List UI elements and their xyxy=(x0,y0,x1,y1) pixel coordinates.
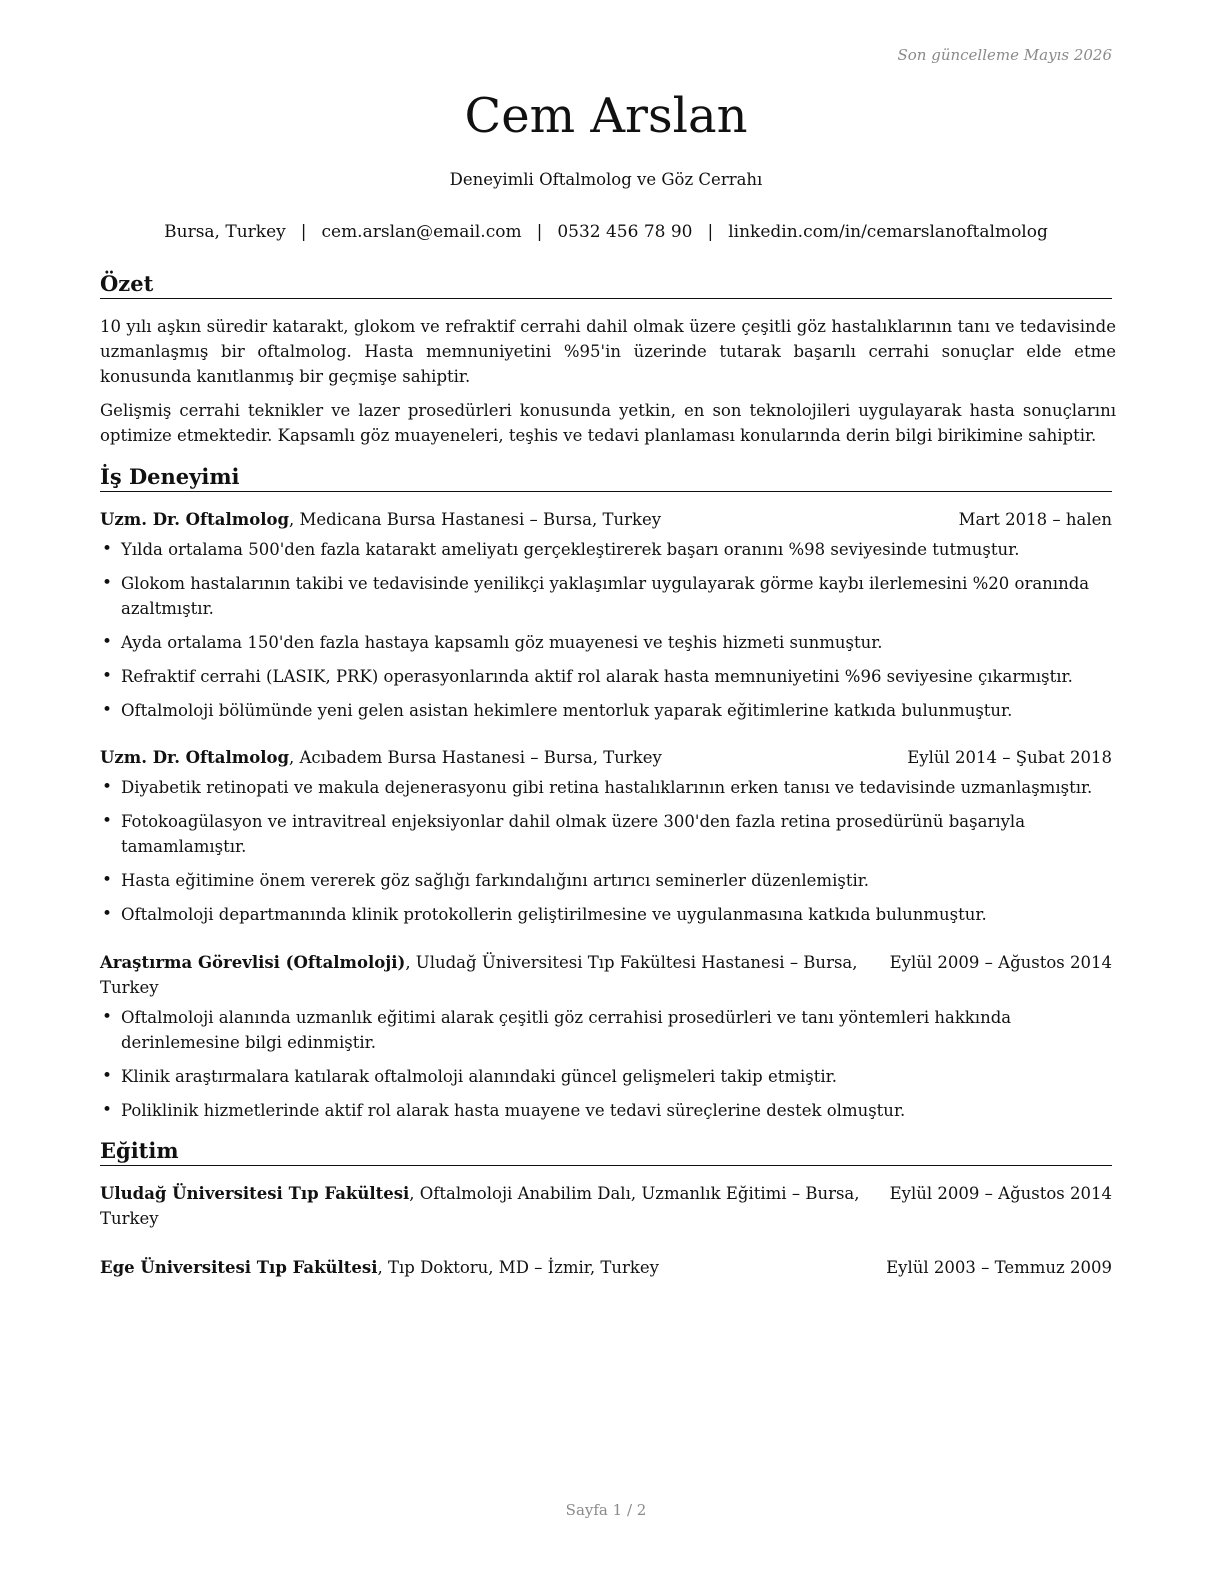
job-bullet: • Refraktif cerrahi (LASIK, PRK) operasyonlarında aktif rol alarak hasta memnuniyetini %96 seviyesine çıkarmıştır. xyxy=(100,664,1116,689)
summary-paragraph: 10 yılı aşkın süredir katarakt, glokom ve refraktif cerrahi dahil olmak üzere çeşitli göz hastalıklarının tanı ve tedavisinde uzmanlaşmış bir oftalmolog. Hasta memnuniyetini %95'in üzerinde tutarak başarılı cerrahi sonuçlar elde etme konusunda kanıtlanmış bir geçmişe sahiptir. xyxy=(100,317,1116,386)
section-title-education: Eğitim xyxy=(100,1137,1112,1166)
job-bullet: • Poliklinik hizmetlerinde aktif rol alarak hasta muayene ve tedavi süreçlerine destek olmuştur. xyxy=(100,1098,1116,1123)
job-bullets xyxy=(100,775,1116,936)
contact-separator: | xyxy=(300,222,307,242)
job-dates: Mart 2018 – halen xyxy=(958,510,1112,529)
job-bullets xyxy=(100,537,1116,732)
job-role: Uzm. Dr. Oftalmolog xyxy=(100,748,290,767)
contact-location: Bursa, Turkey xyxy=(164,222,286,242)
job-bullets xyxy=(100,1005,1116,1132)
job-bullet: • Yılda ortalama 500'den fazla katarakt ameliyatı gerçekleştirerek başarı oranını %98 seviyesinde tutmuştur. xyxy=(100,537,1116,562)
job-bullet: • Oftalmoloji bölümünde yeni gelen asistan hekimlere mentorluk yaparak eğitimlerine katkıda bulunmuştur. xyxy=(100,698,1116,723)
section-title-experience: İş Deneyimi xyxy=(100,463,1112,492)
job-dates: Eylül 2009 – Ağustos 2014 xyxy=(889,953,1112,972)
education-school: Uludağ Üniversitesi Tıp Fakültesi xyxy=(100,1184,410,1203)
contact-email[interactable]: cem.arslan@email.com xyxy=(321,222,522,242)
candidate-name: Cem Arslan xyxy=(464,88,748,144)
education-detail: , Oftalmoloji Anabilim Dalı, Uzmanlık Eğitimi – Bursa, Turkey xyxy=(100,1184,860,1228)
job-bullet: • Ayda ortalama 150'den fazla hastaya kapsamlı göz muayenesi ve teşhis hizmeti sunmuştur. xyxy=(100,630,1116,655)
job-dates: Eylül 2014 – Şubat 2018 xyxy=(907,748,1112,767)
job-role: Uzm. Dr. Oftalmolog xyxy=(100,510,290,529)
section-title-summary: Özet xyxy=(100,270,1112,299)
education-dates: Eylül 2003 – Temmuz 2009 xyxy=(886,1258,1112,1277)
job-bullet: • Klinik araştırmalara katılarak oftalmoloji alanındaki güncel gelişmeleri takip etmiştir. xyxy=(100,1064,1116,1089)
page-number: Sayfa 1 / 2 xyxy=(565,1501,647,1519)
education-dates: Eylül 2009 – Ağustos 2014 xyxy=(889,1184,1112,1203)
contact-separator: | xyxy=(536,222,543,242)
job-organization: , Medicana Bursa Hastanesi – Bursa, Turkey xyxy=(289,510,662,529)
job-organization: , Uludağ Üniversitesi Tıp Fakültesi Hastanesi – Bursa, Turkey xyxy=(100,953,858,997)
job-bullet: • Hasta eğitimine önem vererek göz sağlığı farkındalığını artırıcı seminerler düzenlemiştir. xyxy=(100,868,1116,893)
summary-paragraph: Gelişmiş cerrahi teknikler ve lazer prosedürleri konusunda yetkin, en son teknolojileri uygulayarak hasta sonuçlarını optimize etmektedir. Kapsamlı göz muayeneleri, teşhis ve tedavi planlaması konularında derin bilgi birikimine sahiptir. xyxy=(100,401,1116,445)
contact-separator: | xyxy=(707,222,714,242)
job-role: Araştırma Görevlisi (Oftalmoloji) xyxy=(100,953,406,972)
job-bullet: • Oftalmoloji departmanında klinik protokollerin geliştirilmesine ve uygulanmasına katkıda bulunmuştur. xyxy=(100,902,1116,927)
job-bullet: • Diyabetik retinopati ve makula dejenerasyonu gibi retina hastalıklarının erken tanısı ve tedavisinde uzmanlaşmıştır. xyxy=(100,775,1116,800)
contact-linkedin[interactable]: linkedin.com/in/cemarslanoftalmolog xyxy=(728,222,1048,242)
education-detail: , Tıp Doktoru, MD – İzmir, Turkey xyxy=(377,1258,659,1277)
education-school: Ege Üniversitesi Tıp Fakültesi xyxy=(100,1258,378,1277)
job-bullet: • Glokom hastalarının takibi ve tedavisinde yenilikçi yaklaşımlar uygulayarak görme kaybı ilerlemesini %20 oranında azaltmıştır. xyxy=(100,571,1116,621)
headline: Deneyimli Oftalmolog ve Göz Cerrahı xyxy=(449,170,763,189)
last-updated: Son güncelleme Mayıs 2026 xyxy=(897,46,1112,64)
resume-page xyxy=(100,0,1116,1584)
contact-phone: 0532 456 78 90 xyxy=(557,222,693,242)
job-bullet: • Fotokoagülasyon ve intravitreal enjeksiyonlar dahil olmak üzere 300'den fazla retina prosedürünü başarıyla tamamlamıştır. xyxy=(100,809,1116,859)
job-organization: , Acıbadem Bursa Hastanesi – Bursa, Turkey xyxy=(289,748,662,767)
job-bullet: • Oftalmoloji alanında uzmanlık eğitimi alarak çeşitli göz cerrahisi prosedürleri ve tanı yöntemleri hakkında derinlemesine bilgi edinmiştir. xyxy=(100,1005,1116,1055)
contact-line xyxy=(100,219,1112,245)
